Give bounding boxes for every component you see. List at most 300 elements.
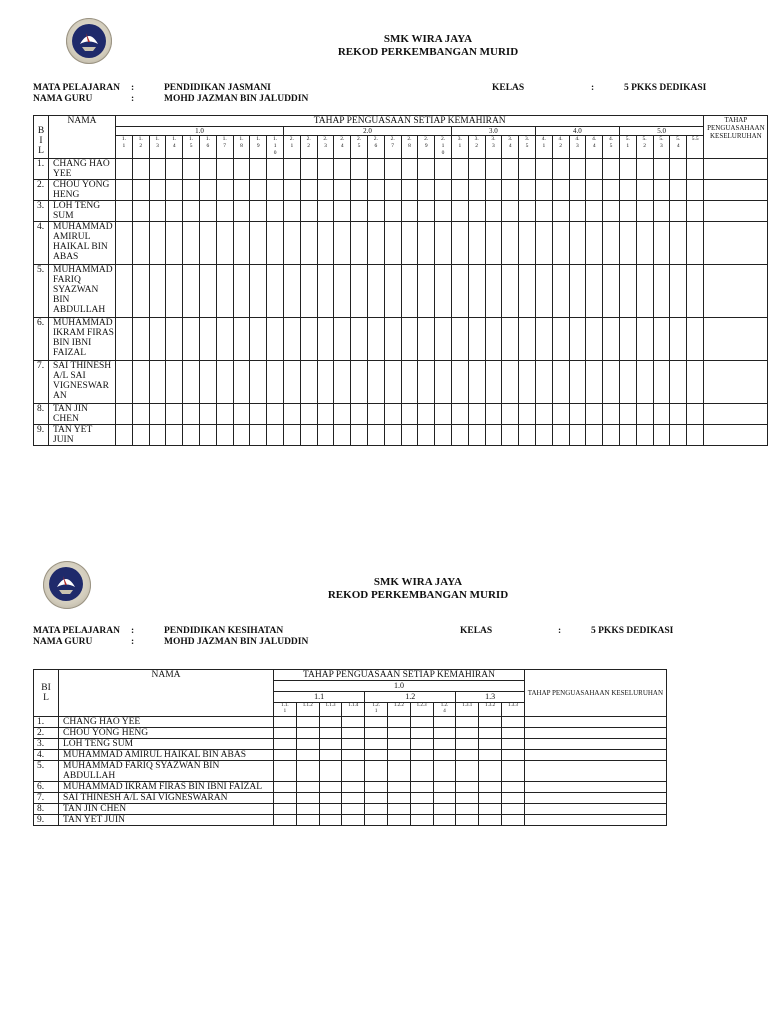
skill-score-cell[interactable]: [456, 804, 479, 815]
skill-score-cell[interactable]: [619, 425, 636, 446]
skill-score-cell[interactable]: [670, 425, 687, 446]
skill-score-cell[interactable]: [485, 404, 502, 425]
skill-score-cell[interactable]: [636, 361, 653, 404]
skill-score-cell[interactable]: [267, 265, 284, 318]
skill-score-cell[interactable]: [384, 222, 401, 265]
skill-score-cell[interactable]: [435, 425, 452, 446]
skill-score-cell[interactable]: [319, 804, 342, 815]
skill-score-cell[interactable]: [456, 782, 479, 793]
skill-score-cell[interactable]: [653, 222, 670, 265]
skill-score-cell[interactable]: [149, 265, 166, 318]
skill-score-cell[interactable]: [296, 815, 319, 826]
skill-score-cell[interactable]: [456, 717, 479, 728]
skill-score-cell[interactable]: [365, 782, 388, 793]
skill-score-cell[interactable]: [384, 201, 401, 222]
skill-score-cell[interactable]: [283, 222, 300, 265]
skill-score-cell[interactable]: [552, 265, 569, 318]
skill-score-cell[interactable]: [267, 180, 284, 201]
skill-score-cell[interactable]: [519, 404, 536, 425]
skill-score-cell[interactable]: [300, 180, 317, 201]
skill-score-cell[interactable]: [501, 815, 524, 826]
skill-score-cell[interactable]: [365, 739, 388, 750]
skill-score-cell[interactable]: [367, 159, 384, 180]
skill-score-cell[interactable]: [418, 361, 435, 404]
skill-score-cell[interactable]: [569, 425, 586, 446]
skill-score-cell[interactable]: [384, 265, 401, 318]
skill-score-cell[interactable]: [552, 180, 569, 201]
skill-score-cell[interactable]: [296, 782, 319, 793]
skill-score-cell[interactable]: [501, 717, 524, 728]
skill-score-cell[interactable]: [687, 180, 704, 201]
skill-score-cell[interactable]: [365, 793, 388, 804]
skill-score-cell[interactable]: [603, 361, 620, 404]
skill-score-cell[interactable]: [387, 717, 410, 728]
skill-score-cell[interactable]: [687, 159, 704, 180]
skill-score-cell[interactable]: [485, 425, 502, 446]
skill-score-cell[interactable]: [569, 265, 586, 318]
skill-score-cell[interactable]: [183, 318, 200, 361]
skill-score-cell[interactable]: [586, 222, 603, 265]
overall-score-cell[interactable]: [524, 804, 666, 815]
skill-score-cell[interactable]: [199, 201, 216, 222]
skill-score-cell[interactable]: [132, 201, 149, 222]
skill-score-cell[interactable]: [619, 265, 636, 318]
skill-score-cell[interactable]: [365, 750, 388, 761]
skill-score-cell[interactable]: [351, 361, 368, 404]
skill-score-cell[interactable]: [451, 361, 468, 404]
skill-score-cell[interactable]: [603, 425, 620, 446]
skill-score-cell[interactable]: [456, 739, 479, 750]
skill-score-cell[interactable]: [233, 222, 250, 265]
skill-score-cell[interactable]: [233, 180, 250, 201]
skill-score-cell[interactable]: [456, 750, 479, 761]
skill-score-cell[interactable]: [519, 361, 536, 404]
skill-score-cell[interactable]: [401, 361, 418, 404]
skill-score-cell[interactable]: [401, 222, 418, 265]
skill-score-cell[interactable]: [384, 425, 401, 446]
skill-score-cell[interactable]: [250, 404, 267, 425]
skill-score-cell[interactable]: [670, 318, 687, 361]
skill-score-cell[interactable]: [283, 180, 300, 201]
skill-score-cell[interactable]: [670, 222, 687, 265]
skill-score-cell[interactable]: [653, 361, 670, 404]
skill-score-cell[interactable]: [468, 180, 485, 201]
skill-score-cell[interactable]: [468, 361, 485, 404]
skill-score-cell[interactable]: [435, 180, 452, 201]
skill-score-cell[interactable]: [365, 761, 388, 782]
skill-score-cell[interactable]: [619, 318, 636, 361]
skill-score-cell[interactable]: [479, 782, 502, 793]
skill-score-cell[interactable]: [342, 793, 365, 804]
skill-score-cell[interactable]: [166, 318, 183, 361]
skill-score-cell[interactable]: [451, 201, 468, 222]
skill-score-cell[interactable]: [418, 159, 435, 180]
skill-score-cell[interactable]: [485, 318, 502, 361]
skill-score-cell[interactable]: [274, 782, 297, 793]
skill-score-cell[interactable]: [274, 793, 297, 804]
skill-score-cell[interactable]: [636, 425, 653, 446]
skill-score-cell[interactable]: [552, 361, 569, 404]
skill-score-cell[interactable]: [365, 728, 388, 739]
skill-score-cell[interactable]: [319, 739, 342, 750]
overall-score-cell[interactable]: [704, 361, 768, 404]
skill-score-cell[interactable]: [166, 265, 183, 318]
skill-score-cell[interactable]: [387, 804, 410, 815]
skill-score-cell[interactable]: [468, 265, 485, 318]
skill-score-cell[interactable]: [552, 159, 569, 180]
skill-score-cell[interactable]: [401, 404, 418, 425]
skill-score-cell[interactable]: [300, 159, 317, 180]
skill-score-cell[interactable]: [670, 404, 687, 425]
skill-score-cell[interactable]: [216, 201, 233, 222]
skill-score-cell[interactable]: [342, 717, 365, 728]
skill-score-cell[interactable]: [267, 318, 284, 361]
skill-score-cell[interactable]: [199, 222, 216, 265]
skill-score-cell[interactable]: [502, 361, 519, 404]
skill-score-cell[interactable]: [619, 361, 636, 404]
skill-score-cell[interactable]: [250, 222, 267, 265]
skill-score-cell[interactable]: [250, 265, 267, 318]
skill-score-cell[interactable]: [410, 804, 433, 815]
skill-score-cell[interactable]: [519, 159, 536, 180]
skill-score-cell[interactable]: [283, 425, 300, 446]
skill-score-cell[interactable]: [199, 425, 216, 446]
skill-score-cell[interactable]: [569, 159, 586, 180]
skill-score-cell[interactable]: [387, 728, 410, 739]
skill-score-cell[interactable]: [501, 804, 524, 815]
skill-score-cell[interactable]: [319, 761, 342, 782]
overall-score-cell[interactable]: [524, 750, 666, 761]
skill-score-cell[interactable]: [183, 180, 200, 201]
skill-score-cell[interactable]: [296, 761, 319, 782]
skill-score-cell[interactable]: [365, 804, 388, 815]
skill-score-cell[interactable]: [233, 159, 250, 180]
skill-score-cell[interactable]: [317, 265, 334, 318]
skill-score-cell[interactable]: [351, 265, 368, 318]
skill-score-cell[interactable]: [274, 815, 297, 826]
skill-score-cell[interactable]: [670, 159, 687, 180]
skill-score-cell[interactable]: [433, 739, 456, 750]
skill-score-cell[interactable]: [410, 739, 433, 750]
skill-score-cell[interactable]: [233, 201, 250, 222]
skill-score-cell[interactable]: [485, 159, 502, 180]
skill-score-cell[interactable]: [274, 717, 297, 728]
skill-score-cell[interactable]: [410, 793, 433, 804]
skill-score-cell[interactable]: [116, 265, 133, 318]
skill-score-cell[interactable]: [586, 265, 603, 318]
overall-score-cell[interactable]: [524, 782, 666, 793]
skill-score-cell[interactable]: [569, 180, 586, 201]
skill-score-cell[interactable]: [216, 159, 233, 180]
skill-score-cell[interactable]: [342, 761, 365, 782]
skill-score-cell[interactable]: [387, 782, 410, 793]
skill-score-cell[interactable]: [433, 782, 456, 793]
skill-score-cell[interactable]: [274, 761, 297, 782]
skill-score-cell[interactable]: [351, 318, 368, 361]
skill-score-cell[interactable]: [569, 318, 586, 361]
skill-score-cell[interactable]: [334, 361, 351, 404]
skill-score-cell[interactable]: [468, 159, 485, 180]
skill-score-cell[interactable]: [552, 318, 569, 361]
skill-score-cell[interactable]: [274, 804, 297, 815]
skill-score-cell[interactable]: [334, 318, 351, 361]
skill-score-cell[interactable]: [552, 425, 569, 446]
skill-score-cell[interactable]: [216, 222, 233, 265]
skill-score-cell[interactable]: [233, 318, 250, 361]
skill-score-cell[interactable]: [267, 361, 284, 404]
skill-score-cell[interactable]: [485, 361, 502, 404]
skill-score-cell[interactable]: [502, 201, 519, 222]
overall-score-cell[interactable]: [704, 318, 768, 361]
skill-score-cell[interactable]: [367, 201, 384, 222]
skill-score-cell[interactable]: [132, 180, 149, 201]
skill-score-cell[interactable]: [636, 159, 653, 180]
skill-score-cell[interactable]: [384, 361, 401, 404]
skill-score-cell[interactable]: [552, 404, 569, 425]
skill-score-cell[interactable]: [116, 201, 133, 222]
skill-score-cell[interactable]: [401, 159, 418, 180]
skill-score-cell[interactable]: [132, 159, 149, 180]
skill-score-cell[interactable]: [199, 361, 216, 404]
skill-score-cell[interactable]: [267, 159, 284, 180]
skill-score-cell[interactable]: [468, 318, 485, 361]
skill-score-cell[interactable]: [433, 793, 456, 804]
skill-score-cell[interactable]: [435, 265, 452, 318]
skill-score-cell[interactable]: [433, 728, 456, 739]
skill-score-cell[interactable]: [166, 222, 183, 265]
skill-score-cell[interactable]: [166, 425, 183, 446]
skill-score-cell[interactable]: [569, 361, 586, 404]
skill-score-cell[interactable]: [636, 318, 653, 361]
skill-score-cell[interactable]: [183, 425, 200, 446]
skill-score-cell[interactable]: [267, 425, 284, 446]
skill-score-cell[interactable]: [300, 361, 317, 404]
skill-score-cell[interactable]: [410, 782, 433, 793]
skill-score-cell[interactable]: [653, 159, 670, 180]
skill-score-cell[interactable]: [451, 318, 468, 361]
skill-score-cell[interactable]: [502, 222, 519, 265]
overall-score-cell[interactable]: [524, 761, 666, 782]
skill-score-cell[interactable]: [410, 750, 433, 761]
skill-score-cell[interactable]: [367, 180, 384, 201]
skill-score-cell[interactable]: [670, 180, 687, 201]
skill-score-cell[interactable]: [296, 717, 319, 728]
skill-score-cell[interactable]: [367, 425, 384, 446]
skill-score-cell[interactable]: [418, 222, 435, 265]
skill-score-cell[interactable]: [636, 201, 653, 222]
skill-score-cell[interactable]: [586, 180, 603, 201]
skill-score-cell[interactable]: [418, 201, 435, 222]
skill-score-cell[interactable]: [519, 180, 536, 201]
skill-score-cell[interactable]: [687, 425, 704, 446]
skill-score-cell[interactable]: [479, 815, 502, 826]
overall-score-cell[interactable]: [524, 728, 666, 739]
skill-score-cell[interactable]: [636, 180, 653, 201]
skill-score-cell[interactable]: [334, 265, 351, 318]
skill-score-cell[interactable]: [552, 201, 569, 222]
skill-score-cell[interactable]: [233, 265, 250, 318]
skill-score-cell[interactable]: [216, 318, 233, 361]
skill-score-cell[interactable]: [216, 404, 233, 425]
skill-score-cell[interactable]: [619, 404, 636, 425]
skill-score-cell[interactable]: [653, 318, 670, 361]
skill-score-cell[interactable]: [149, 180, 166, 201]
overall-score-cell[interactable]: [524, 793, 666, 804]
skill-score-cell[interactable]: [479, 793, 502, 804]
skill-score-cell[interactable]: [535, 361, 552, 404]
skill-score-cell[interactable]: [149, 318, 166, 361]
skill-score-cell[interactable]: [166, 361, 183, 404]
skill-score-cell[interactable]: [401, 265, 418, 318]
skill-score-cell[interactable]: [456, 815, 479, 826]
skill-score-cell[interactable]: [636, 222, 653, 265]
skill-score-cell[interactable]: [619, 159, 636, 180]
skill-score-cell[interactable]: [233, 425, 250, 446]
skill-score-cell[interactable]: [670, 265, 687, 318]
skill-score-cell[interactable]: [342, 728, 365, 739]
skill-score-cell[interactable]: [653, 425, 670, 446]
skill-score-cell[interactable]: [296, 728, 319, 739]
skill-score-cell[interactable]: [216, 265, 233, 318]
skill-score-cell[interactable]: [342, 739, 365, 750]
skill-score-cell[interactable]: [365, 815, 388, 826]
skill-score-cell[interactable]: [451, 425, 468, 446]
skill-score-cell[interactable]: [199, 265, 216, 318]
skill-score-cell[interactable]: [519, 318, 536, 361]
skill-score-cell[interactable]: [387, 750, 410, 761]
skill-score-cell[interactable]: [149, 201, 166, 222]
skill-score-cell[interactable]: [485, 222, 502, 265]
skill-score-cell[interactable]: [250, 425, 267, 446]
skill-score-cell[interactable]: [267, 404, 284, 425]
skill-score-cell[interactable]: [233, 361, 250, 404]
skill-score-cell[interactable]: [418, 180, 435, 201]
skill-score-cell[interactable]: [132, 265, 149, 318]
skill-score-cell[interactable]: [687, 265, 704, 318]
skill-score-cell[interactable]: [199, 159, 216, 180]
skill-score-cell[interactable]: [586, 361, 603, 404]
skill-score-cell[interactable]: [468, 222, 485, 265]
skill-score-cell[interactable]: [418, 404, 435, 425]
overall-score-cell[interactable]: [704, 404, 768, 425]
skill-score-cell[interactable]: [334, 425, 351, 446]
skill-score-cell[interactable]: [502, 265, 519, 318]
skill-score-cell[interactable]: [653, 404, 670, 425]
skill-score-cell[interactable]: [468, 201, 485, 222]
skill-score-cell[interactable]: [116, 404, 133, 425]
skill-score-cell[interactable]: [283, 361, 300, 404]
skill-score-cell[interactable]: [183, 265, 200, 318]
overall-score-cell[interactable]: [704, 265, 768, 318]
skill-score-cell[interactable]: [653, 201, 670, 222]
skill-score-cell[interactable]: [132, 361, 149, 404]
skill-score-cell[interactable]: [367, 361, 384, 404]
skill-score-cell[interactable]: [351, 222, 368, 265]
skill-score-cell[interactable]: [435, 201, 452, 222]
skill-score-cell[interactable]: [535, 265, 552, 318]
skill-score-cell[interactable]: [351, 180, 368, 201]
skill-score-cell[interactable]: [351, 201, 368, 222]
skill-score-cell[interactable]: [535, 201, 552, 222]
skill-score-cell[interactable]: [283, 265, 300, 318]
skill-score-cell[interactable]: [183, 201, 200, 222]
skill-score-cell[interactable]: [317, 361, 334, 404]
skill-score-cell[interactable]: [387, 793, 410, 804]
skill-score-cell[interactable]: [485, 180, 502, 201]
skill-score-cell[interactable]: [283, 318, 300, 361]
skill-score-cell[interactable]: [501, 793, 524, 804]
skill-score-cell[interactable]: [267, 222, 284, 265]
skill-score-cell[interactable]: [586, 201, 603, 222]
skill-score-cell[interactable]: [687, 222, 704, 265]
skill-score-cell[interactable]: [367, 222, 384, 265]
skill-score-cell[interactable]: [479, 761, 502, 782]
skill-score-cell[interactable]: [216, 425, 233, 446]
skill-score-cell[interactable]: [116, 222, 133, 265]
skill-score-cell[interactable]: [319, 782, 342, 793]
skill-score-cell[interactable]: [586, 404, 603, 425]
skill-score-cell[interactable]: [283, 404, 300, 425]
skill-score-cell[interactable]: [502, 425, 519, 446]
skill-score-cell[interactable]: [535, 425, 552, 446]
skill-score-cell[interactable]: [300, 404, 317, 425]
skill-score-cell[interactable]: [250, 159, 267, 180]
skill-score-cell[interactable]: [199, 180, 216, 201]
skill-score-cell[interactable]: [183, 404, 200, 425]
skill-score-cell[interactable]: [300, 425, 317, 446]
skill-score-cell[interactable]: [401, 318, 418, 361]
skill-score-cell[interactable]: [603, 318, 620, 361]
skill-score-cell[interactable]: [418, 425, 435, 446]
skill-score-cell[interactable]: [384, 404, 401, 425]
skill-score-cell[interactable]: [250, 180, 267, 201]
skill-score-cell[interactable]: [519, 265, 536, 318]
skill-score-cell[interactable]: [435, 222, 452, 265]
skill-score-cell[interactable]: [451, 265, 468, 318]
skill-score-cell[interactable]: [687, 404, 704, 425]
skill-score-cell[interactable]: [501, 761, 524, 782]
skill-score-cell[interactable]: [199, 404, 216, 425]
skill-score-cell[interactable]: [636, 265, 653, 318]
skill-score-cell[interactable]: [149, 425, 166, 446]
skill-score-cell[interactable]: [535, 222, 552, 265]
skill-score-cell[interactable]: [653, 265, 670, 318]
skill-score-cell[interactable]: [535, 318, 552, 361]
skill-score-cell[interactable]: [435, 361, 452, 404]
skill-score-cell[interactable]: [216, 361, 233, 404]
skill-score-cell[interactable]: [636, 404, 653, 425]
skill-score-cell[interactable]: [351, 404, 368, 425]
skill-score-cell[interactable]: [619, 222, 636, 265]
skill-score-cell[interactable]: [687, 361, 704, 404]
skill-score-cell[interactable]: [274, 739, 297, 750]
skill-score-cell[interactable]: [387, 761, 410, 782]
overall-score-cell[interactable]: [524, 815, 666, 826]
skill-score-cell[interactable]: [387, 739, 410, 750]
skill-score-cell[interactable]: [149, 159, 166, 180]
skill-score-cell[interactable]: [619, 201, 636, 222]
skill-score-cell[interactable]: [384, 318, 401, 361]
skill-score-cell[interactable]: [183, 159, 200, 180]
skill-score-cell[interactable]: [410, 815, 433, 826]
skill-score-cell[interactable]: [132, 222, 149, 265]
skill-score-cell[interactable]: [216, 180, 233, 201]
skill-score-cell[interactable]: [342, 782, 365, 793]
skill-score-cell[interactable]: [387, 815, 410, 826]
skill-score-cell[interactable]: [535, 180, 552, 201]
skill-score-cell[interactable]: [283, 201, 300, 222]
skill-score-cell[interactable]: [401, 425, 418, 446]
